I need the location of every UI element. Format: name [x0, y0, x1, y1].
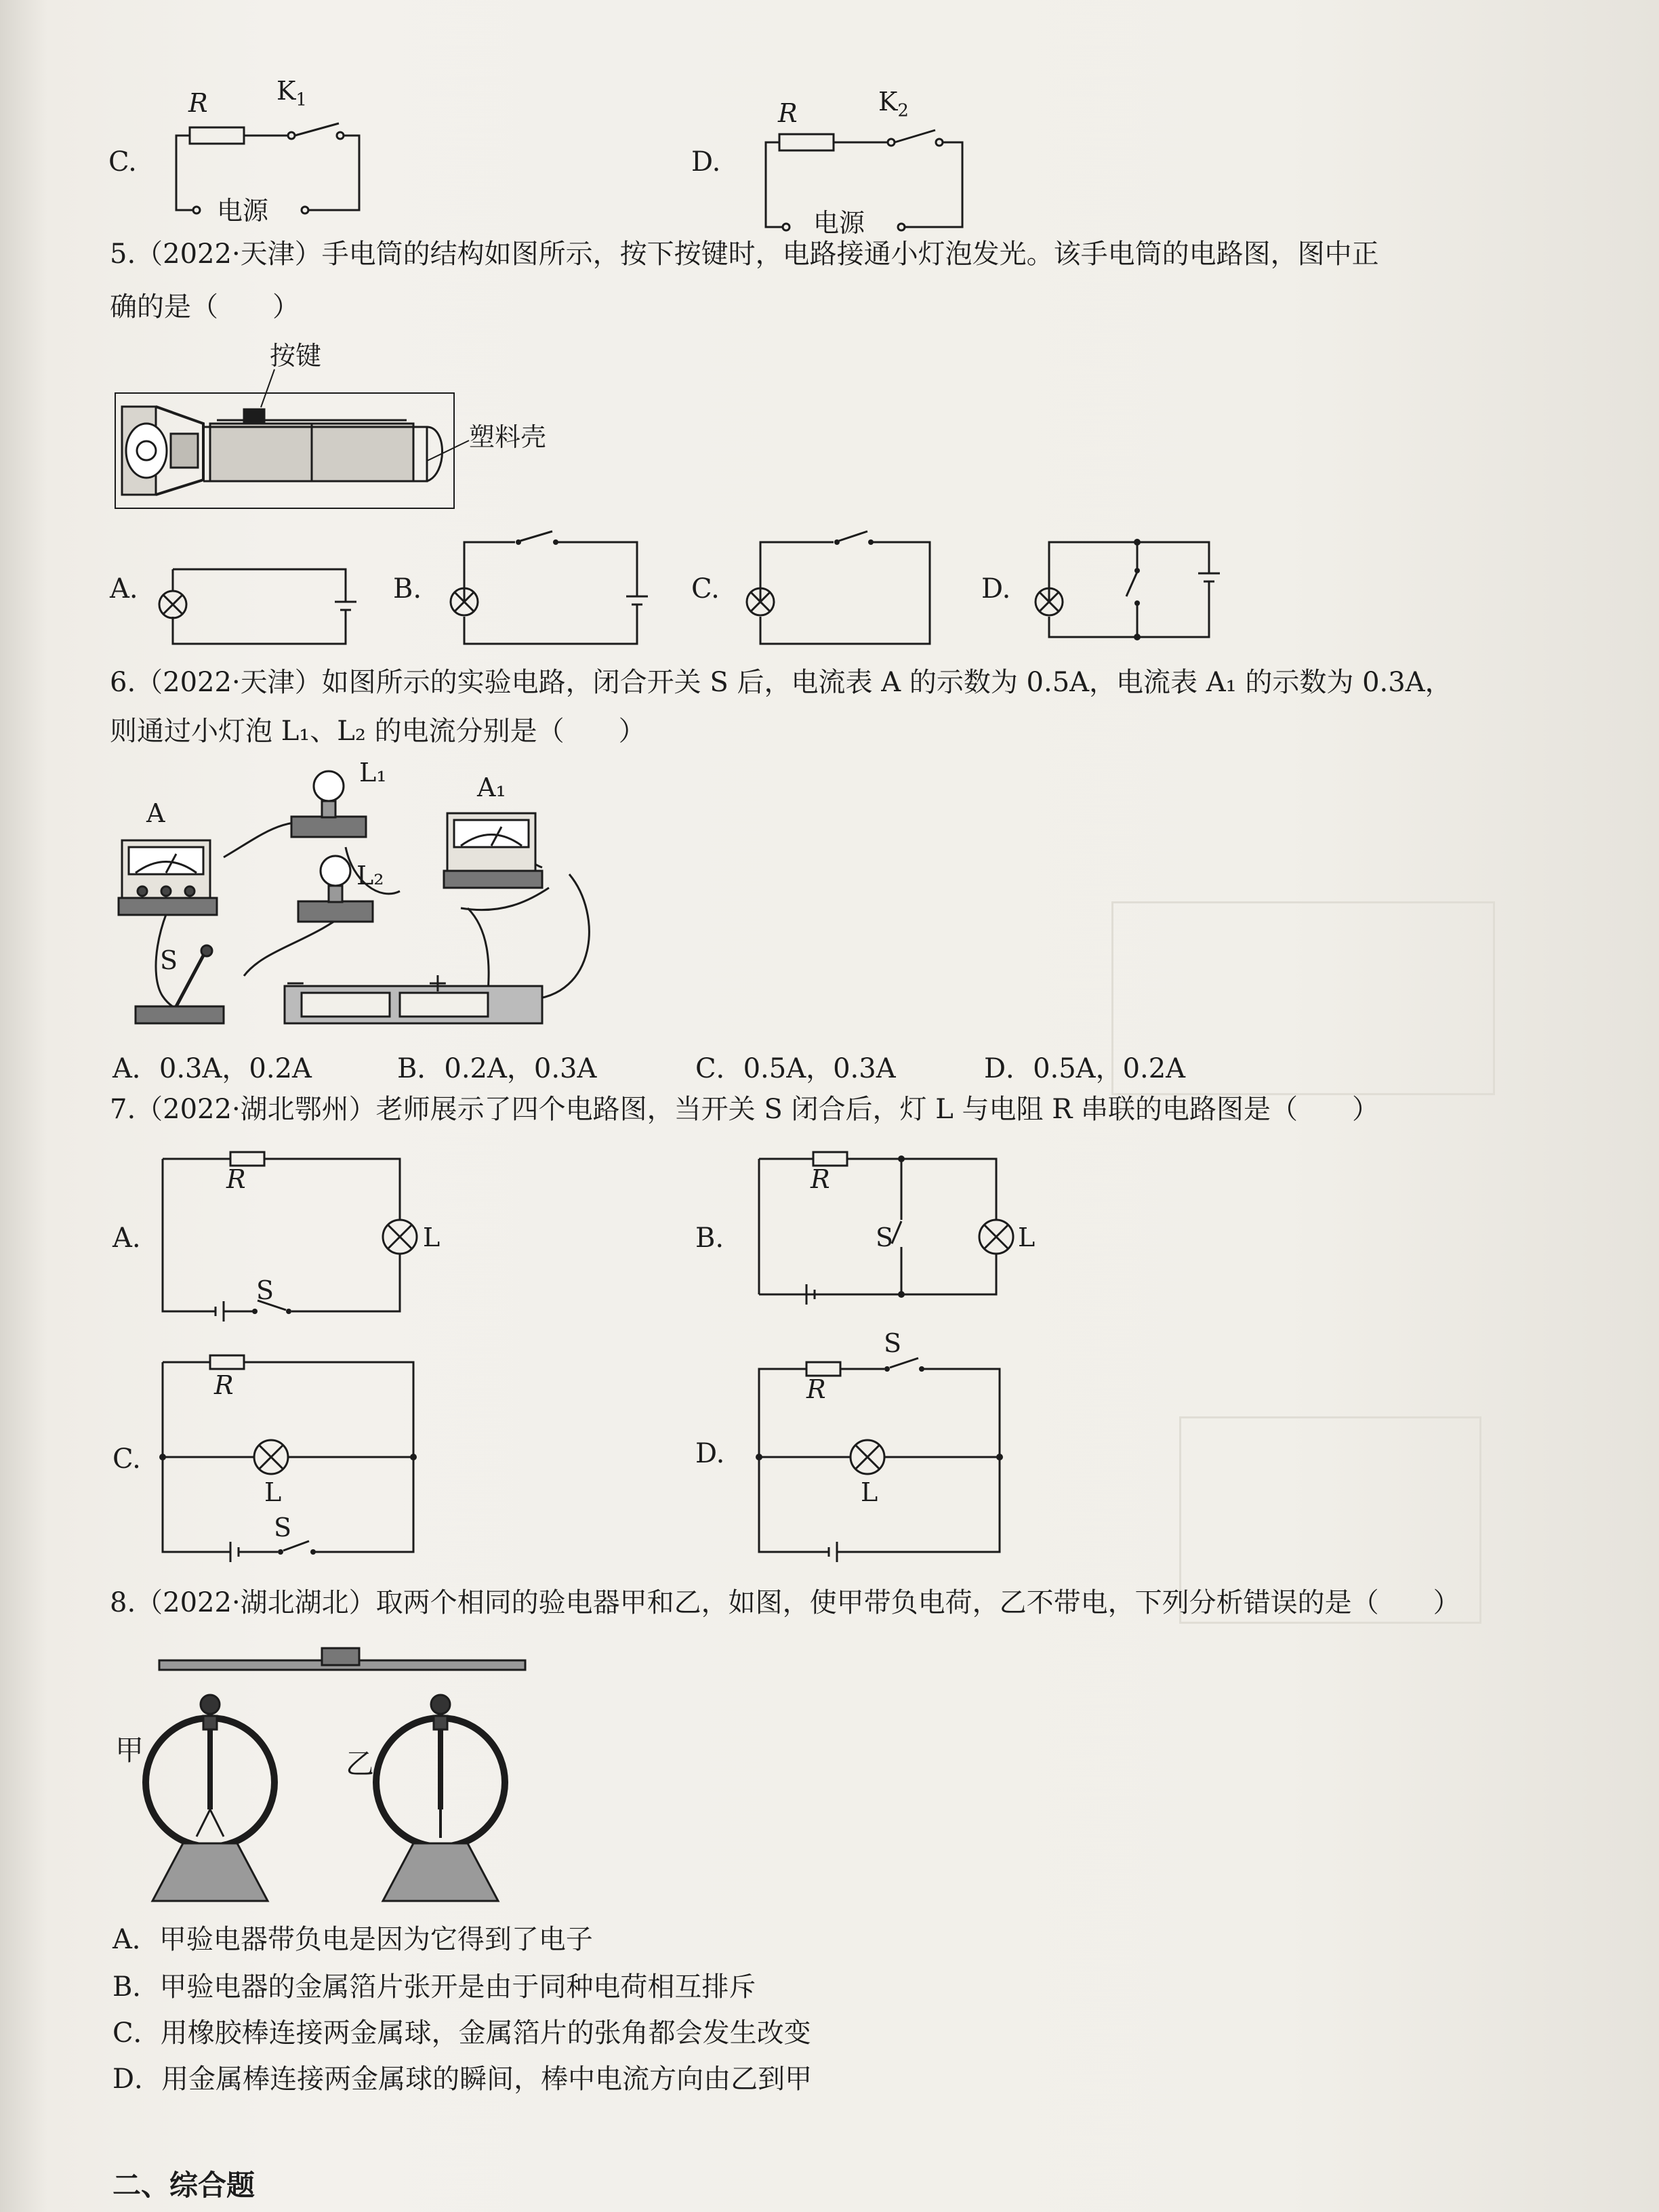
q8-option-c: C．用橡胶棒连接两金属球，金属箔片的张角都会发生改变 — [112, 2018, 811, 2049]
option-label: C. — [112, 1443, 141, 1475]
q8-option-b: B．甲验电器的金属箔片张开是由于同种电荷相互排斥 — [112, 1971, 756, 2003]
q7-text: 7.（2022·湖北鄂州）老师展示了四个电路图，当开关 S 闭合后，灯 L 与电阻 R 串联的电路图是（ ） — [110, 1094, 1380, 1125]
switch-letter: K — [276, 76, 296, 106]
q8-text: 8.（2022·湖北湖北）取两个相同的验电器甲和乙，如图，使甲带负电荷，乙不带电，下列分析错误的是（ ） — [110, 1587, 1460, 1618]
switch-S-label: S — [256, 1275, 274, 1305]
switch-label — [276, 76, 307, 110]
resistor-label: R — [188, 88, 208, 118]
experiment-drawing — [108, 752, 596, 1037]
option-label: C. — [691, 573, 720, 605]
electroscope-yi-label: 乙 — [346, 1747, 375, 1780]
circuit-diagram — [752, 1349, 1023, 1565]
leader-line — [427, 441, 474, 468]
switch-S-label: S — [884, 1328, 902, 1358]
button-label: 按键 — [270, 341, 322, 371]
option-label: B. — [393, 573, 422, 605]
option-label: D. — [981, 573, 1011, 605]
option-label: D. — [695, 1438, 725, 1469]
option-label: D. — [691, 146, 721, 178]
electroscope-drawing — [108, 1640, 569, 1925]
power-source-label: 电源 — [217, 196, 269, 226]
option-label: B. — [695, 1223, 724, 1254]
switch-sub: 2 — [897, 100, 909, 121]
resistor-R-label: R — [806, 1374, 826, 1404]
q6-text-line2: 则通过小灯泡 L₁、L₂ 的电流分别是（ ） — [110, 716, 646, 747]
power-source-label: 电源 — [813, 208, 865, 238]
q8-option-a: A．甲验电器带负电是因为它得到了电子 — [112, 1924, 593, 1955]
q5-text-line2: 确的是（ ） — [110, 291, 300, 323]
option-label: A. — [112, 1223, 141, 1254]
resistor-label: R — [778, 98, 798, 128]
lamp-L-label: L — [423, 1223, 441, 1252]
option-label: C. — [108, 146, 137, 178]
circuit-diagram — [745, 529, 962, 657]
battery-plus-label: + — [427, 968, 449, 998]
ammeter-A1-label: A₁ — [477, 773, 506, 802]
lamp-L-label: L — [861, 1477, 878, 1507]
switch-S-label: S — [160, 945, 178, 975]
lamp-L-label: L — [264, 1477, 282, 1507]
electroscope-jia-label: 甲 — [115, 1734, 144, 1767]
plastic-shell-label: 塑料壳 — [469, 422, 547, 452]
q6-option-a: A．0.3A，0.2A — [112, 1053, 312, 1084]
battery-minus-label: − — [285, 968, 306, 998]
lamp-L2-label: L₂ — [356, 861, 384, 890]
q6-option-d: D．0.5A，0.2A — [984, 1053, 1186, 1084]
switch-S-label: S — [876, 1223, 894, 1252]
circuit-diagram — [447, 529, 664, 657]
q6-option-c: C．0.5A，0.3A — [695, 1053, 896, 1084]
ammeter-A-label: A — [146, 798, 165, 828]
resistor-R-label: R — [226, 1164, 246, 1194]
switch-sub: 1 — [295, 89, 307, 110]
leader-line — [261, 369, 288, 410]
lamp-L-label: L — [1018, 1223, 1036, 1252]
q5-text-line1: 5.（2022·天津）手电筒的结构如图所示，按下按键时，电路接通小灯泡发光。该手电筒的电路图，图中正 — [110, 239, 1379, 270]
q6-text-line1: 6.（2022·天津）如图所示的实验电路，闭合开关 S 后，电流表 A 的示数为 0.5A，电流表 A₁ 的示数为 0.3A， — [110, 667, 1452, 698]
switch-S-label: S — [274, 1513, 292, 1542]
option-label: A. — [110, 573, 138, 605]
resistor-R-label: R — [214, 1370, 234, 1400]
circuit-diagram — [156, 1152, 427, 1335]
switch-label — [878, 87, 909, 121]
q6-option-b: B．0.2A，0.3A — [397, 1053, 597, 1084]
circuit-diagram — [156, 556, 380, 657]
lamp-L1-label: L₁ — [359, 758, 387, 787]
section-heading: 二、综合题 — [112, 2169, 255, 2202]
switch-letter: K — [878, 87, 898, 117]
q8-option-d: D．用金属棒连接两金属球的瞬间，棒中电流方向由乙到甲 — [112, 2064, 813, 2095]
resistor-R-label: R — [811, 1164, 830, 1194]
circuit-diagram — [1034, 529, 1237, 657]
